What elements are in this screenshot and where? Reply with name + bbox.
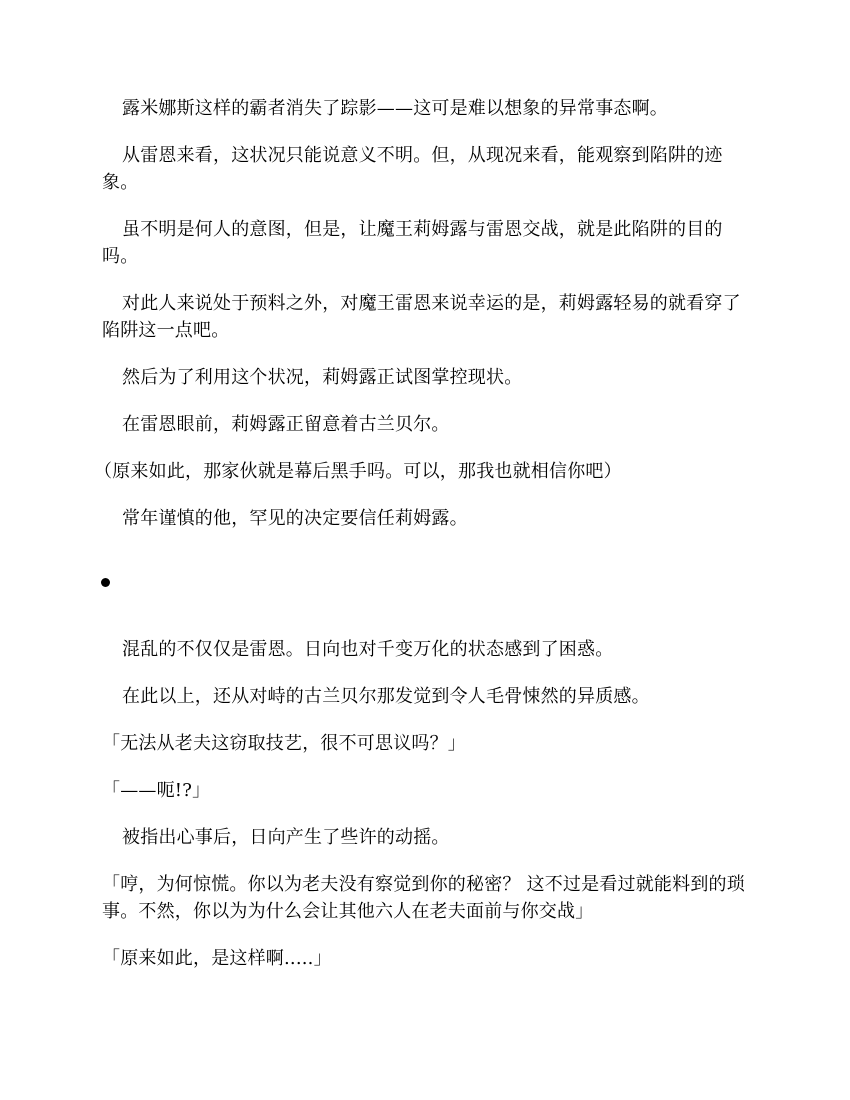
section-separator (102, 560, 752, 616)
paragraph: 露米娜斯这样的霸者消失了踪影——这可是难以想象的异常事态啊。 (122, 98, 668, 119)
paragraph: 虽不明是何人的意图，但是，让魔王莉姆露与雷恩交战，就是此陷阱的目的吗。 (102, 219, 723, 267)
bullet-icon (101, 578, 110, 587)
dialogue-line: 「原来如此，是这样啊.....」 (102, 948, 332, 969)
paragraph: 混乱的不仅仅是雷恩。日向也对千变万化的状态感到了困惑。 (122, 639, 614, 660)
paragraph: 对此人来说处于预料之外，对魔王雷恩来说幸运的是，莉姆露轻易的就看穿了陷阱这一点吧。 (102, 293, 741, 341)
paragraph: 从雷恩来看，这状况只能说意义不明。但，从现况来看，能观察到陷阱的迹象。 (102, 145, 723, 193)
dialogue-line: 「无法从老夫这窃取技艺，很不可思议吗？」 (102, 733, 466, 754)
paragraph: 在此以上，还从对峙的古兰贝尔那发觉到令人毛骨悚然的异质感。 (122, 686, 650, 707)
paragraph: 在雷恩眼前，莉姆露正留意着古兰贝尔。 (122, 414, 450, 435)
document-page (94, 95, 752, 992)
paragraph: 被指出心事后，日向产生了些许的动摇。 (122, 827, 450, 848)
paragraph: 常年谨慎的他，罕见的决定要信任莉姆露。 (122, 508, 468, 529)
dialogue-line: 「——呃!?」 (102, 780, 211, 801)
dialogue-line: 「哼，为何惊慌。你以为老夫没有察觉到你的秘密？ 这不过是看过就能料到的琐事。不然，你以为为什么会让其他六人在老夫面前与你交战」 (102, 874, 745, 922)
inner-thought: （原来如此，那家伙就是幕后黑手吗。可以，那我也就相信你吧） (94, 461, 622, 482)
paragraph: 然后为了利用这个状况，莉姆露正试图掌控现状。 (122, 367, 523, 388)
